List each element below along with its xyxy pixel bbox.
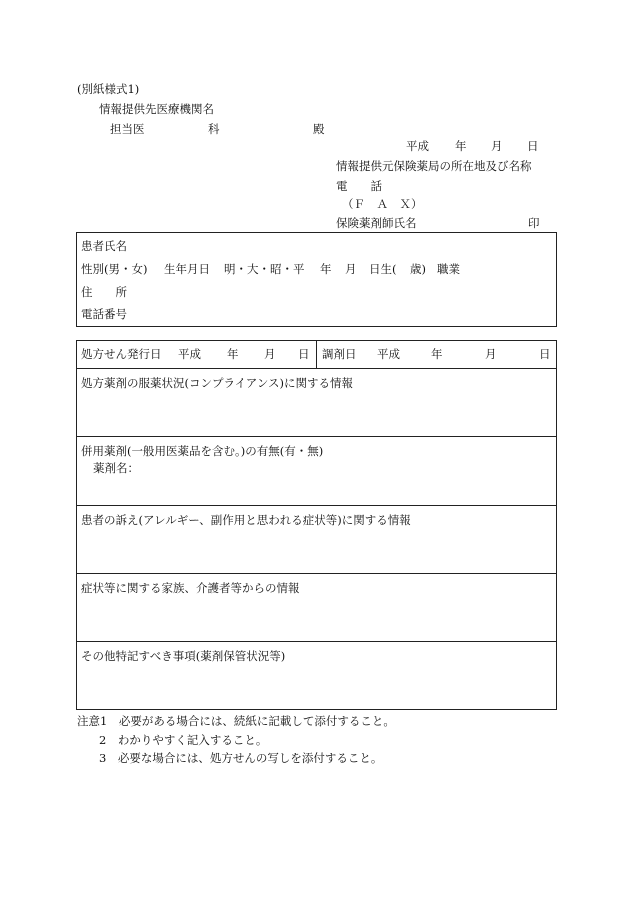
pharmacist-name-label: 保険薬剤師氏名: [336, 216, 417, 230]
issue-day: 日: [298, 347, 310, 361]
dispense-month: 月: [485, 347, 497, 361]
row-line-2: [76, 436, 557, 437]
date-row-divider: [316, 340, 317, 368]
form-label: (別紙様式1): [77, 82, 140, 96]
patient-name-label: 患者氏名: [81, 239, 127, 253]
prescription-issue-label: 処方せん発行日: [81, 347, 162, 361]
issue-year: 年: [227, 347, 239, 361]
patient-phone-label: 電話番号: [81, 307, 127, 321]
row-line-4: [76, 573, 557, 574]
compliance-section-label: 処方薬剤の服薬状況(コンプライアンス)に関する情報: [81, 376, 353, 390]
complaints-section-label: 患者の訴え(アレルギー、副作用と思われる症状等)に関する情報: [81, 513, 411, 527]
row-line-5: [76, 641, 557, 642]
patient-sex-label: 性別(男・女): [81, 262, 148, 276]
birth-year: 年: [320, 262, 332, 276]
issue-month: 月: [264, 347, 276, 361]
dispense-day: 日: [539, 347, 551, 361]
seal-mark: 印: [528, 216, 540, 230]
date-month: 月: [491, 139, 503, 153]
birth-date-label: 生年月日: [164, 262, 210, 276]
pharmacy-name-address-label: 情報提供元保険薬局の所在地及び名称: [336, 159, 532, 173]
dispense-era: 平成: [377, 347, 400, 361]
note-2: 2 わかりやすく記入すること。: [99, 733, 268, 747]
honorific: 殿: [313, 122, 325, 136]
note-3: 3 必要な場合には、処方せんの写しを添付すること。: [99, 751, 383, 765]
other-notes-section-label: その他特記すべき事項(薬剤保管状況等): [81, 649, 286, 663]
birth-month: 月: [345, 262, 357, 276]
recipient-institution-label: 情報提供先医療機関名: [99, 102, 214, 116]
birth-era-options: 明・大・昭・平: [224, 262, 305, 276]
patient-address-label: 住 所: [81, 285, 127, 299]
family-info-section-label: 症状等に関する家族、介護者等からの情報: [81, 581, 300, 595]
birth-day-suffix: 日生(: [369, 262, 397, 276]
dispense-year: 年: [431, 347, 443, 361]
pharmacy-fax-label: （Ｆ Ａ Ｘ）: [342, 197, 423, 211]
patient-info-box: [76, 232, 557, 327]
age-label: 歳): [410, 262, 426, 276]
doctor-label: 担当医: [110, 122, 145, 136]
pharmacy-phone-label: 電 話: [336, 179, 382, 193]
row-line-1: [76, 368, 557, 369]
dispense-label: 調剤日: [322, 347, 357, 361]
issue-era: 平成: [178, 347, 201, 361]
occupation-label: 職業: [437, 262, 460, 276]
date-year: 年: [455, 139, 467, 153]
drug-name-label: 薬剤名：: [93, 461, 139, 475]
date-day: 日: [527, 139, 539, 153]
department-suffix: 科: [208, 122, 220, 136]
row-line-3: [76, 505, 557, 506]
concomitant-drug-label: 併用薬剤(一般用医薬品を含む。)の有無(有・無): [81, 444, 324, 458]
note-1: 注意1 必要がある場合には、続紙に記載して添付すること。: [77, 714, 395, 728]
date-era: 平成: [406, 139, 429, 153]
